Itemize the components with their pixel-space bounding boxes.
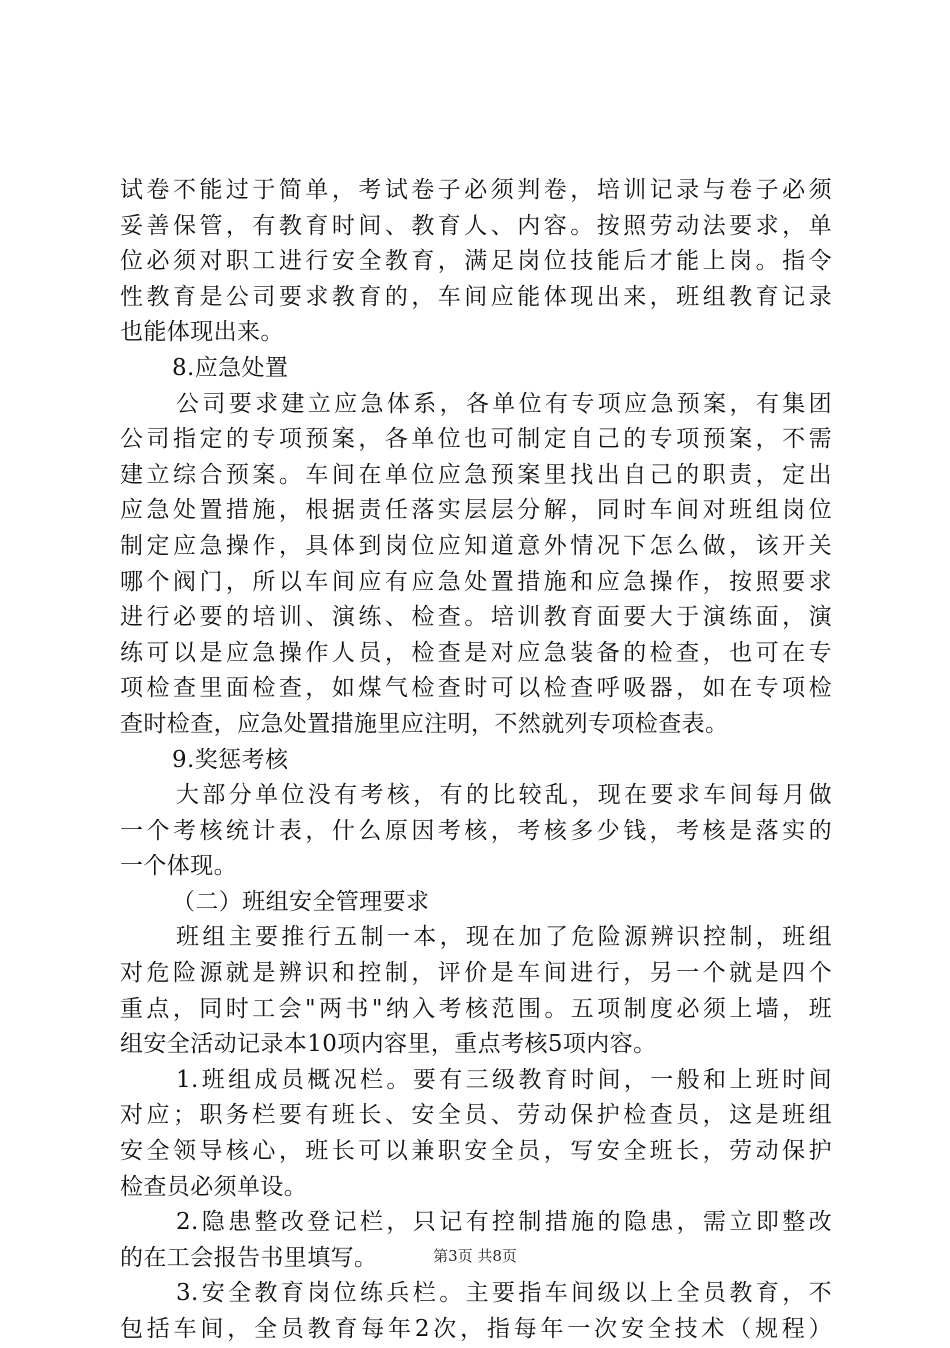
paragraph-start-line: 大部分单位没有考核，有的比较乱，现在要求车间每月做 (176, 782, 832, 809)
page-number-footer: 第3页 共8页 (433, 1247, 517, 1265)
text-line: 一个考核统计表，什么原因考核，考核多少钱，考核是落实的 (120, 817, 832, 844)
text-line: 进行必要的培训、演练、检查。培训教育面要大于演练面，演 (120, 604, 832, 631)
paragraph-start-line: 1.班组成员概况栏。要有三级教育时间，一般和上班时间 (176, 1066, 832, 1093)
text-line: 检查员必须单设。 (120, 1173, 308, 1200)
text-line: 练可以是应急操作人员，检查是对应急装备的检查，也可在专 (120, 639, 832, 666)
document-body (120, 173, 832, 1348)
paragraph-start-line: 公司要求建立应急体系，各单位有专项应急预案，有集团 (176, 390, 832, 417)
text-line: 也能体现出来。 (120, 319, 284, 346)
text-line: 位必须对职工进行安全教育，满足岗位技能后才能上岗。指令 (120, 248, 832, 275)
text-line: 性教育是公司要求教育的，车间应能体现出来，班组教育记录 (120, 283, 832, 310)
section-heading-rewards: 9.奖惩考核 (172, 746, 289, 773)
paragraph-start-line: 班组主要推行五制一本，现在加了危险源辨识控制，班组 (176, 924, 832, 951)
paragraph-start-line: 2.隐患整改登记栏，只记有控制措施的隐患，需立即整改 (176, 1209, 832, 1236)
text-line: 查时检查，应急处置措施里应注明，不然就列专项检查表。 (120, 710, 729, 737)
text-line: 公司指定的专项预案，各单位也可制定自己的专项预案，不需 (120, 426, 832, 453)
text-line: 妥善保管，有教育时间、教育人、内容。按照劳动法要求，单 (120, 212, 832, 239)
text-line: 制定应急操作，具体到岗位应知道意外情况下怎么做，该开关 (120, 532, 832, 559)
text-line: 安全领导核心，班长可以兼职安全员，写安全班长，劳动保护 (120, 1138, 832, 1165)
text-line: 建立综合预案。车间在单位应急预案里找出自己的职责，定出 (120, 461, 832, 488)
section-heading-emergency: 8.应急处置 (172, 354, 289, 381)
section-heading-team-safety: （二）班组安全管理要求 (172, 888, 430, 915)
text-line: 对应；职务栏要有班长、安全员、劳动保护检查员，这是班组 (120, 1102, 832, 1129)
paragraph-start-line: 3.安全教育岗位练兵栏。主要指车间级以上全员教育，不 (176, 1280, 832, 1307)
text-line: 试卷不能过于简单，考试卷子必须判卷，培训记录与卷子必须 (120, 177, 832, 203)
text-line: 应急处置措施，根据责任落实层层分解，同时车间对班组岗位 (120, 497, 832, 524)
text-line: 项检查里面检查，如煤气检查时可以检查呼吸器，如在专项检 (120, 675, 832, 702)
text-line: 包括车间，全员教育每年2次，指每年一次安全技术（规程） (120, 1316, 832, 1342)
text-line: 对危险源就是辨识和控制，评价是车间进行，另一个就是四个 (120, 960, 832, 987)
text-line: 哪个阀门，所以车间应有应急处置措施和应急操作，按照要求 (120, 568, 832, 595)
text-line: 组安全活动记录本10项内容里，重点考核5项内容。 (120, 1031, 657, 1058)
text-line: 一个体现。 (120, 853, 237, 880)
text-line: 的在工会报告书里填写。 (120, 1244, 378, 1271)
text-line: 重点，同时工会"两书"纳入考核范围。五项制度必须上墙，班 (120, 995, 832, 1022)
